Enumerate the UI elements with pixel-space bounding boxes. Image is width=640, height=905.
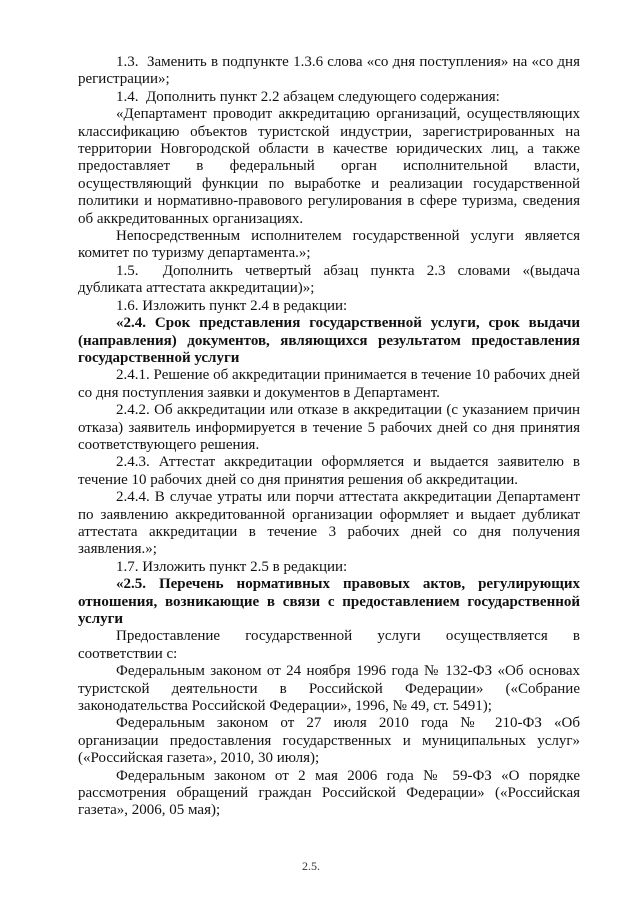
paragraph: Непосредственным исполнителем государственной услуги является комитет по туризму департамента.»; xyxy=(78,228,580,262)
paragraph: 1.6. Изложить пункт 2.4 в редакции: xyxy=(116,297,348,314)
paragraph: 1.3. Заменить в подпункте 1.3.6 слова «со дня поступления» на «со дня регистрации»; xyxy=(78,54,580,88)
paragraph: Федеральным законом от 24 ноября 1996 года № 132-ФЗ «Об основах туристской деятельности в Российской Федерации» («Собрание законодательства Российской Федерации», 1996, № 49, ст. 5491); xyxy=(78,663,580,715)
page-number: 2.5. xyxy=(302,859,320,873)
paragraph: 2.4.2. Об аккредитации или отказе в аккредитации (с указанием причин отказа) заявитель информируется в течение 5 рабочих дней со дня принятия соответствующего решения. xyxy=(78,402,580,453)
paragraph: Предоставление государственной услуги осуществляется в соответствии с: xyxy=(78,628,580,662)
paragraph: 1.5. Дополнить четвертый абзац пункта 2.3 словами «(выдача дубликата аттестата аккредитации)»; xyxy=(78,262,580,297)
paragraph: 1.7. Изложить пункт 2.5 в редакции: xyxy=(116,558,348,575)
paragraph: 1.4. Дополнить пункт 2.2 абзацем следующего содержания: xyxy=(116,88,500,105)
paragraph: «Департамент проводит аккредитацию организаций, осуществляющих классификацию объектов туристской индустрии, зарегистрированных на территории Новгородской области в качестве юридических лиц, а также предоставляет в федеральный орган исполнительной власти, осуществляющий функции по выработке и реализации государственной политики и нормативно-правового регулирования в сфере туризма, сведения об аккредитованных организациях. xyxy=(78,106,580,227)
paragraph: 2.4.1. Решение об аккредитации принимается в течение 10 рабочих дней со дня поступления заявки и документов в Департамент. xyxy=(78,367,580,401)
document-body xyxy=(78,54,580,820)
paragraph: Федеральным законом от 2 мая 2006 года № 59-ФЗ «О порядке рассмотрения обращений граждан Российской Федерации» («Российская газета», 2006, 05 мая); xyxy=(78,767,580,819)
paragraph: 2.4.4. В случае утраты или порчи аттестата аккредитации Департамент по заявлению аккредитованной организации оформляет и выдает дубликат аттестата аккредитации в течение 3 рабочих дней со дня получения заявления.»; xyxy=(78,489,580,558)
paragraph: «2.5. Перечень нормативных правовых актов, регулирующих отношения, возникающие в связи с предоставлением государственной услуги xyxy=(78,576,580,627)
paragraph: Федеральным законом от 27 июля 2010 года № 210-ФЗ «Об организации предоставления государственных и муниципальных услуг» («Российская газета», 2010, 30 июля); xyxy=(78,715,580,767)
paragraph: «2.4. Срок представления государственной услуги, срок выдачи (направления) документов, являющихся результатом предоставления государственной услуги xyxy=(78,315,580,366)
paragraph: 2.4.3. Аттестат аккредитации оформляется и выдается заявителю в течение 10 рабочих дней со дня принятия решения об аккредитации. xyxy=(78,454,580,488)
